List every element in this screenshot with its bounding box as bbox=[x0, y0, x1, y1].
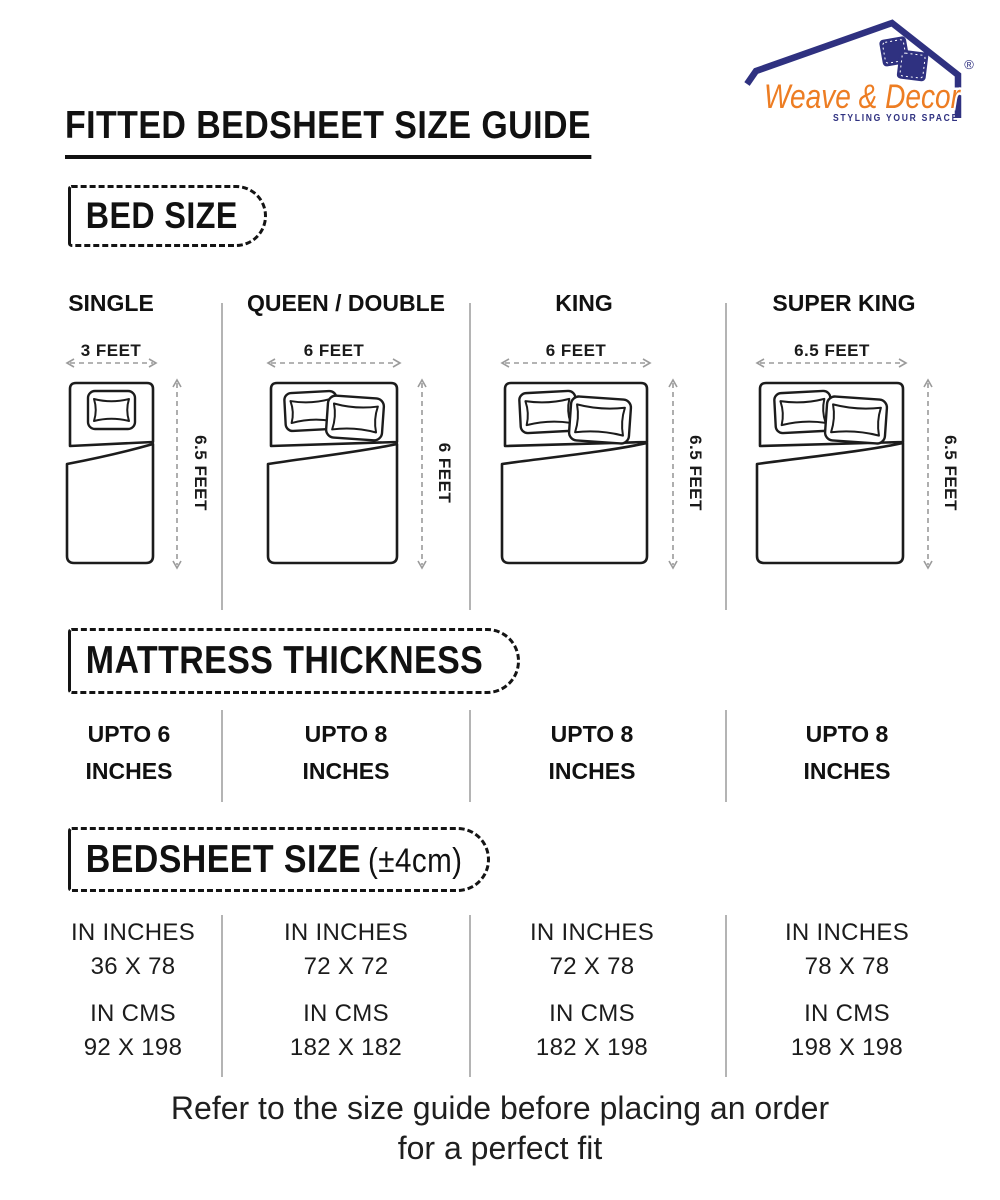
pillow-icon bbox=[896, 49, 928, 81]
bed-column-queen bbox=[222, 285, 470, 610]
pillow-icon bbox=[326, 395, 385, 441]
mattress-thickness-unit: INCHES bbox=[548, 758, 636, 784]
bed-diagram-single bbox=[0, 325, 222, 595]
cms-label: IN CMS bbox=[549, 1000, 635, 1027]
inches-value: 78 X 78 bbox=[804, 953, 890, 980]
bedsheet-size-heading bbox=[71, 838, 462, 882]
cms-value: 182 X 182 bbox=[289, 1034, 403, 1061]
cms-value: 198 X 198 bbox=[790, 1034, 904, 1061]
height-arrow-icon bbox=[924, 380, 932, 568]
width-arrow-icon bbox=[757, 359, 906, 367]
bedsheet-size-heading-text: BEDSHEET SIZE bbox=[85, 837, 362, 881]
brand-logo bbox=[742, 14, 982, 126]
bed-column-title: KING bbox=[555, 290, 613, 316]
height-label: 6.5 FEET bbox=[686, 435, 705, 511]
bed-size-section bbox=[0, 285, 1000, 610]
inches-label: IN INCHES bbox=[70, 919, 196, 946]
column-divider bbox=[725, 915, 727, 1077]
bed-column-super-king bbox=[726, 285, 1000, 610]
height-label: 6 FEET bbox=[435, 442, 454, 504]
cms-label: IN CMS bbox=[90, 1000, 176, 1027]
inches-value: 72 X 78 bbox=[549, 953, 635, 980]
page-title bbox=[65, 104, 670, 159]
mattress-thickness-heading-box bbox=[68, 628, 520, 694]
height-arrow-icon bbox=[418, 380, 426, 568]
bed-column-title: QUEEN / DOUBLE bbox=[246, 290, 446, 316]
bedsheet-size-heading-box bbox=[68, 827, 490, 892]
mattress-thickness-unit: INCHES bbox=[302, 758, 390, 784]
column-divider bbox=[221, 710, 223, 802]
bed-icon bbox=[757, 383, 903, 563]
column-divider bbox=[221, 303, 223, 610]
bed-icon bbox=[268, 383, 397, 563]
mattress-thickness-value: UPTO 6 bbox=[87, 721, 171, 747]
bed-size-heading: BED SIZE bbox=[85, 195, 238, 236]
bed-column-king bbox=[470, 285, 726, 610]
bedsheet-cell bbox=[22, 916, 244, 1065]
mattress-cell bbox=[464, 716, 720, 790]
bed-icon bbox=[502, 383, 647, 563]
mattress-thickness-heading: MATTRESS THICKNESS bbox=[85, 639, 484, 682]
inches-label: IN INCHES bbox=[529, 919, 655, 946]
cms-value: 182 X 198 bbox=[535, 1034, 649, 1061]
pillow-icon bbox=[569, 396, 632, 444]
mattress-thickness-value: UPTO 8 bbox=[304, 721, 388, 747]
cms-label: IN CMS bbox=[804, 1000, 890, 1027]
pillow-icon bbox=[774, 391, 832, 434]
width-label: 6 FEET bbox=[545, 341, 607, 360]
bed-column-single bbox=[0, 285, 222, 610]
bedsheet-cell bbox=[710, 916, 984, 1065]
height-arrow-icon bbox=[173, 380, 181, 568]
brand-name: Weave & Decor bbox=[764, 78, 962, 116]
brand-tagline: STYLING YOUR SPACE bbox=[833, 113, 959, 124]
height-label: 6.5 FEET bbox=[191, 435, 210, 511]
mattress-cell bbox=[18, 716, 240, 790]
bed-diagram-queen bbox=[222, 325, 470, 595]
mattress-cell bbox=[710, 716, 984, 790]
bedsheet-cell bbox=[222, 916, 470, 1065]
width-arrow-icon bbox=[502, 359, 650, 367]
bedsheet-cell bbox=[464, 916, 720, 1065]
mattress-thickness-value: UPTO 8 bbox=[550, 721, 634, 747]
mattress-cell bbox=[222, 716, 470, 790]
bed-column-title: SINGLE bbox=[68, 290, 154, 316]
cms-label: IN CMS bbox=[303, 1000, 389, 1027]
bed-diagram-super-king bbox=[726, 325, 1000, 595]
column-divider bbox=[725, 710, 727, 802]
width-arrow-icon bbox=[67, 359, 156, 367]
pillow-icon bbox=[825, 396, 888, 444]
width-label: 6 FEET bbox=[303, 341, 365, 360]
mattress-thickness-unit: INCHES bbox=[803, 758, 891, 784]
column-divider bbox=[469, 303, 471, 610]
footer-line-1: Refer to the size guide before placing an order bbox=[170, 1090, 830, 1126]
bed-size-heading-box bbox=[68, 185, 267, 247]
inches-label: IN INCHES bbox=[784, 919, 910, 946]
footer-line-2: for a perfect fit bbox=[397, 1130, 603, 1166]
column-divider bbox=[221, 915, 223, 1077]
bed-diagram-king bbox=[470, 325, 726, 595]
height-arrow-icon bbox=[669, 380, 677, 568]
bedsheet-size-section bbox=[0, 916, 1000, 1065]
footer-note bbox=[0, 1088, 1000, 1168]
inches-value: 36 X 78 bbox=[90, 953, 176, 980]
page-title-text: FITTED BEDSHEET SIZE GUIDE bbox=[65, 104, 591, 159]
width-arrow-icon bbox=[268, 359, 400, 367]
inches-label: IN INCHES bbox=[283, 919, 409, 946]
registered-mark: ® bbox=[964, 57, 974, 72]
width-label: 6.5 FEET bbox=[794, 341, 870, 360]
column-divider bbox=[469, 915, 471, 1077]
bed-column-title: SUPER KING bbox=[772, 290, 916, 316]
column-divider bbox=[725, 303, 727, 610]
width-label: 3 FEET bbox=[80, 341, 142, 360]
mattress-thickness-section bbox=[0, 716, 1000, 790]
column-divider bbox=[469, 710, 471, 802]
mattress-thickness-value: UPTO 8 bbox=[805, 721, 889, 747]
inches-value: 72 X 72 bbox=[303, 953, 389, 980]
mattress-thickness-unit: INCHES bbox=[85, 758, 173, 784]
height-label: 6.5 FEET bbox=[941, 435, 960, 511]
bed-icon bbox=[67, 383, 153, 563]
cms-value: 92 X 198 bbox=[83, 1034, 183, 1061]
bedsheet-size-tolerance: (±4cm) bbox=[368, 841, 463, 880]
